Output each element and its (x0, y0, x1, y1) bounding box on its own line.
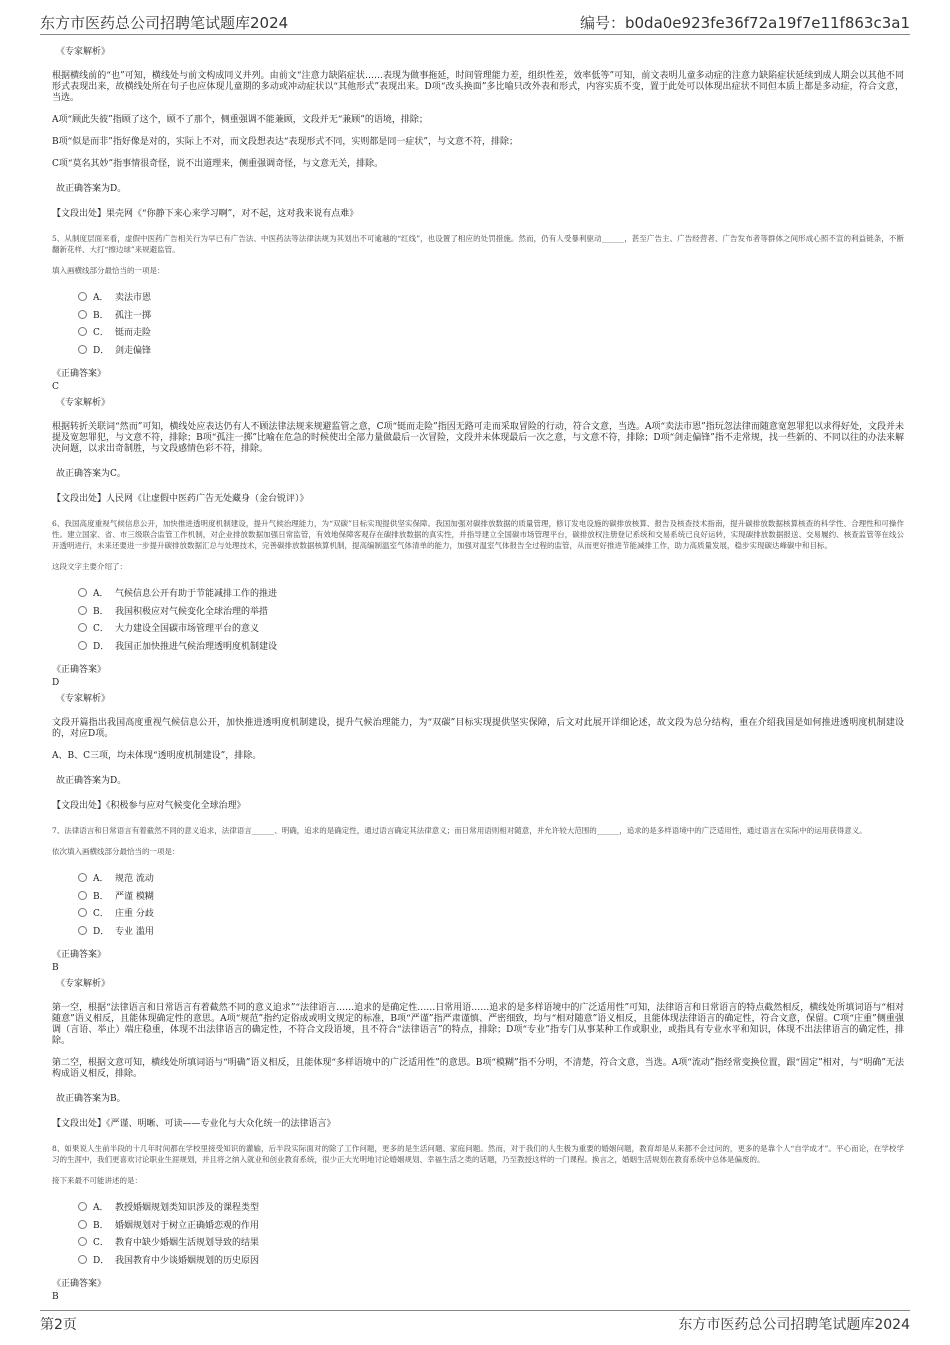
q7-options (52, 869, 904, 939)
q8-ask: 接下来最不可能讲述的是： (52, 1176, 142, 1185)
q6-source: 【文段出处】《积极参与应对气候变化全球治理》 (52, 801, 246, 811)
option-letter: B． (93, 606, 109, 617)
radio-icon[interactable] (78, 1220, 87, 1229)
option-letter: B． (93, 891, 109, 902)
option-d[interactable] (78, 637, 904, 655)
option-a[interactable] (78, 288, 904, 306)
option-text: 教育中缺少婚姻生活规划导致的结果 (115, 1238, 260, 1249)
option-letter: C． (93, 624, 109, 635)
option-letter: B． (93, 1220, 109, 1231)
option-letter: D． (93, 641, 110, 652)
analysis-label: 《专家解析》 (56, 47, 111, 57)
radio-icon[interactable] (78, 623, 87, 632)
q5-source: 【文段出处】人民网《让虚假中医药广告无处藏身（金台锐评）》 (52, 494, 309, 504)
radio-icon[interactable] (78, 606, 87, 615)
page-number: 第2页 (40, 1317, 77, 1333)
option-text: 卖法市恩 (115, 293, 152, 304)
header-title: 东方市医药总公司招聘笔试题库2024 (40, 14, 289, 32)
radio-icon[interactable] (78, 873, 87, 882)
option-b[interactable] (78, 887, 904, 905)
option-c[interactable] (78, 904, 904, 922)
option-text: 我国积极应对气候变化全球治理的举措 (115, 606, 269, 617)
q7-source: 【文段出处】《严谨、明晰、可读——专业化与大众化统一的法律语言》 (52, 1119, 336, 1129)
radio-icon[interactable] (78, 908, 87, 917)
radio-icon[interactable] (78, 292, 87, 301)
page-header (40, 10, 910, 35)
q6-options (52, 584, 904, 654)
option-d[interactable] (78, 1251, 904, 1269)
q6-ask: 这段文字主要介绍了： (52, 562, 127, 571)
q4-analysis-main: 根据横线前的“也”可知，横线处与前文构成同义并列。由前文“注意力缺陷症状……表现为做事拖延，时间管理能力差，组织性差，效率低等”可知，前文表明儿童多动症的注意力缺陷症状延续到成人期会以其他不同形式表现出来，故横线处所在句子也应体现儿童期的多动或冲动症状以“其他形式”表现出来。D项“改头换面”多比喻只改外表和形式，内容实质不变，置于此处可以体现出症状不同但本质上都是多动症，符合文意，当选。 (52, 71, 904, 103)
q6-conclusion: 故正确答案为D。 (56, 776, 127, 786)
q6-answer: D (52, 678, 60, 688)
q6-stem: 6、我国高度重视气候信息公开，加快推进透明度机制建设，提升气候治理能力，为“双碳”目标实现提供坚实保障。我国加强对碳排放数据的质量管理，修订发电设施的碳排放核算、报告及核查技术指南，提升碳排放数据核算核查的科学性、合理性和可操作性。建立国家、省、市三级联合监管工作机制，对企业排放数据加强日常监管，有效地保障客观存在碳排放数据的真实性，并指导建立全国碳市场管理平台，碳排放权注册登记系统和交易系统已良好运转，实现碳排放数据报送、交易履约、核查监管等在线公开透明进行，未来还要进一步提升碳排放数据汇总与处理技术，完善碳排放数据核算机制，提高编制温室气体清单的能力，加强对温室气体报告全过程的监管，从而更好推进节能减排工作，助力高质量发展，稳步实现碳达峰碳中和目标。 (52, 519, 904, 550)
q7-ask: 依次填入画横线部分最恰当的一项是： (52, 847, 180, 856)
option-text: 婚姻规划对于树立正确婚恋观的作用 (115, 1220, 260, 1231)
radio-icon[interactable] (78, 641, 87, 650)
option-letter: C． (93, 328, 109, 339)
option-text: 我国教育中少谈婚姻规划的历史原因 (115, 1255, 260, 1266)
q5-answer: C (52, 382, 59, 392)
q8-options (52, 1198, 904, 1268)
option-letter: A． (93, 293, 109, 304)
q6-analysis-abc: A、B、C三项，均未体现“透明度机制建设”，排除。 (52, 751, 262, 761)
q7-answer: B (52, 963, 59, 973)
q4-source: 【文段出处】果壳网《“你静下来心来学习啊”，对不起，这对我来说有点难》 (52, 209, 359, 219)
q5-conclusion: 故正确答案为C。 (56, 469, 126, 479)
option-text: 规范 流动 (115, 874, 154, 885)
option-letter: A． (93, 589, 109, 600)
option-c[interactable] (78, 1233, 904, 1251)
option-text: 严谨 模糊 (115, 891, 154, 902)
document-body (52, 44, 904, 1305)
radio-icon[interactable] (78, 891, 87, 900)
radio-icon[interactable] (78, 310, 87, 319)
option-letter: A． (93, 1203, 109, 1214)
option-letter: A． (93, 874, 109, 885)
option-text: 庄重 分歧 (115, 909, 154, 920)
radio-icon[interactable] (78, 1237, 87, 1246)
q4-analysis-a: A项“顾此失彼”指顾了这个，顾不了那个，侧重强调不能兼顾，文段并无“兼顾”的语境，排除； (52, 115, 428, 125)
option-text: 教授婚姻规划类知识涉及的课程类型 (115, 1203, 260, 1214)
q5-options (52, 288, 904, 358)
option-a[interactable] (78, 1198, 904, 1216)
option-text: 专业 滥用 (115, 926, 154, 937)
option-letter: C． (93, 909, 109, 920)
q5-analysis: 根据转折关联词“然而”可知，横线处应表达仍有人不顾法律法规来规避监管之意，C项“铤而走险”指因无路可走而采取冒险的行动，符合文意，当选。A项“卖法市恩”指玩忽法律而随意宽恕罪犯以求得好处，文段并未提及宽恕罪犯，与文意不符，排除；B项“孤注一掷”比喻在危急的时候使出全部力量做最后一次冒险，文段并未体现最后一次之意，与文意不符，排除；D项“剑走偏锋”指不走常规，找一些新的、不同以往的办法来解决问题，以求出奇制胜，与文段感情色彩不符，排除。 (52, 422, 904, 454)
q4-analysis-b: B项“似是而非”指好像是对的，实际上不对，而文段想表达“表现形式不同，实则都是同一症状”，与文意不符，排除； (52, 137, 519, 147)
answer-label: 《正确答案》 (52, 665, 107, 675)
header-doc-id: 编号：b0da0e923fe36f72a19f7e11f863c3a1 (579, 14, 910, 32)
analysis-label: 《专家解析》 (56, 398, 111, 408)
q7-analysis-2: 第二空，根据文意可知，横线处所填词语与“明确”语义相反，且能体现“多样语境中的广泛适用性”的意思。B项“模糊”指不分明，不清楚，符合文意，当选。A项“流动”指经常变换位置，跟“固定”相对，与“明确”无法构成语义相反，排除。 (52, 1058, 904, 1079)
radio-icon[interactable] (78, 1202, 87, 1211)
option-c[interactable] (78, 619, 904, 637)
q7-conclusion: 故正确答案为B。 (56, 1094, 126, 1104)
option-c[interactable] (78, 323, 904, 341)
option-text: 铤而走险 (115, 328, 152, 339)
option-text: 气候信息公开有助于节能减排工作的推进 (115, 589, 278, 600)
q8-answer: B (52, 1292, 59, 1302)
option-b[interactable] (78, 602, 904, 620)
option-b[interactable] (78, 306, 904, 324)
q4-analysis-c: C项“莫名其妙”指事情很奇怪，说不出道理来，侧重强调奇怪，与文意无关，排除。 (52, 159, 384, 169)
q7-analysis-1: 第一空，根据“法律语言和日常语言有着截然不同的意义追求”“法律语言……追求的是确定性……日常用语……追求的是多样语境中的广泛适用性”可知，法律语言和日常语言的特点截然相反，横线处所填词语与“相对随意”语义相反，且能体现确定性的意思。A项“规范”指约定俗成或明文规定的标准，B项“严谨”指严肃谨慎、严密细致，均与“相对随意”语义相反，且能体现法律语言的确定性，符合文意，保留。C项“庄重”侧重强调（言语、举止）端庄稳重，体现不出法律语言的确定性，不符合文段语境，且不符合“法律语言”的特点，排除；D项“专业”指专门从事某种工作或职业，或指具有专业水平和知识，体现不出法律语言的确定性，排除。 (52, 1003, 904, 1046)
option-text: 孤注一掷 (115, 310, 152, 321)
option-letter: D． (93, 926, 110, 937)
analysis-label: 《专家解析》 (56, 694, 111, 704)
q5-stem: 5、从制度层面来看，虚假中医药广告相关行为早已有广告法、中医药法等法律法规为其划出不可逾越的“红线”，也设置了相应的处罚措施。然而，仍有人受暴利驱动______，甚至广告主、广告经营者、广告发布者等群体之间形成心照不宣的利益链条，不断翻新花样、大打“擦边球”来规避监管。 (52, 234, 904, 254)
q5-ask: 填入画横线部分最恰当的一项是： (52, 266, 165, 275)
option-b[interactable] (78, 1216, 904, 1234)
radio-icon[interactable] (78, 327, 87, 336)
option-letter: C． (93, 1238, 109, 1249)
answer-label: 《正确答案》 (52, 950, 107, 960)
option-d[interactable] (78, 922, 904, 940)
option-letter: B． (93, 310, 109, 321)
page-footer (40, 1310, 910, 1331)
radio-icon[interactable] (78, 345, 87, 354)
option-letter: D． (93, 345, 110, 356)
option-text: 大力建设全国碳市场管理平台的意义 (115, 624, 260, 635)
option-text: 我国正加快推进气候治理透明度机制建设 (115, 641, 278, 652)
q4-conclusion: 故正确答案为D。 (56, 184, 127, 194)
option-a[interactable] (78, 584, 904, 602)
q6-analysis-main: 文段开篇指出我国高度重视气候信息公开，加快推进透明度机制建设，提升气候治理能力，为“双碳”目标实现提供坚实保障，后文对此展开详细论述，故文段为总分结构，重在介绍我国是如何推进透明度机制建设的，对应D项。 (52, 718, 904, 739)
option-a[interactable] (78, 869, 904, 887)
q7-stem: 7、法律语言和日常语言有着截然不同的意义追求，法律语言______、明确，追求的是确定性，通过语言确定其法律意义；而日常用语则相对随意，并允许较大范围的______，追求的是多样语境中的广泛适用性，通过语言在实际中的运用获得意义。 (52, 826, 867, 835)
footer-title: 东方市医药总公司招聘笔试题库2024 (678, 1317, 910, 1333)
analysis-label: 《专家解析》 (56, 979, 111, 989)
radio-icon[interactable] (78, 926, 87, 935)
q8-stem: 8、如果说人生前半段的十几年时间都在学校里接受知识的灌输，后半段实际面对的除了工作问题，更多的是生活问题、家庭问题。然而，对于我们的人生极为重要的婚姻问题，教育却是从来都不会过问的，更多的是靠个人“自学成才”。平心而论，在学校学习的生涯中，我们更喜欢讨论职业生涯规划，并且将之纳入就业和创业教育系统，很少正大光明地讨论婚姻规划、幸福生活之类的话题，乃至教授这样的一门课程。换言之，婚姻生活规划在教育系统中总体是偏废的。 (52, 1144, 904, 1164)
radio-icon[interactable] (78, 1255, 87, 1264)
option-text: 剑走偏锋 (115, 345, 152, 356)
answer-label: 《正确答案》 (52, 1279, 107, 1289)
option-d[interactable] (78, 341, 904, 359)
option-letter: D． (93, 1255, 110, 1266)
answer-label: 《正确答案》 (52, 369, 107, 379)
radio-icon[interactable] (78, 588, 87, 597)
